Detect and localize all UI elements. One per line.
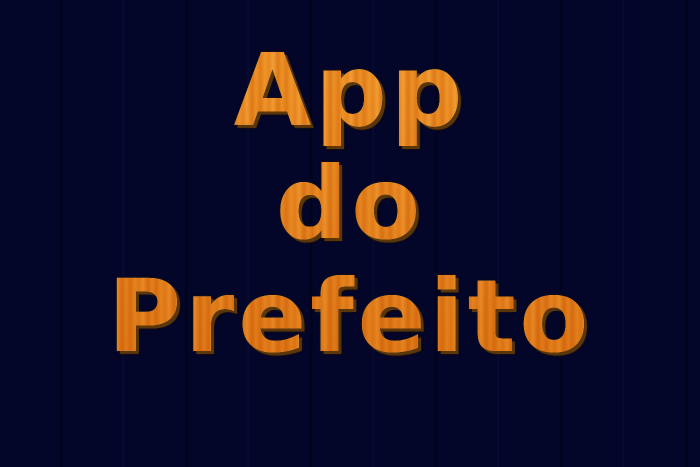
title-line-app: App xyxy=(233,32,467,149)
banner-title xyxy=(0,34,700,373)
title-line-do: do xyxy=(275,145,425,262)
title-line-prefeito: Prefeito xyxy=(107,258,593,375)
